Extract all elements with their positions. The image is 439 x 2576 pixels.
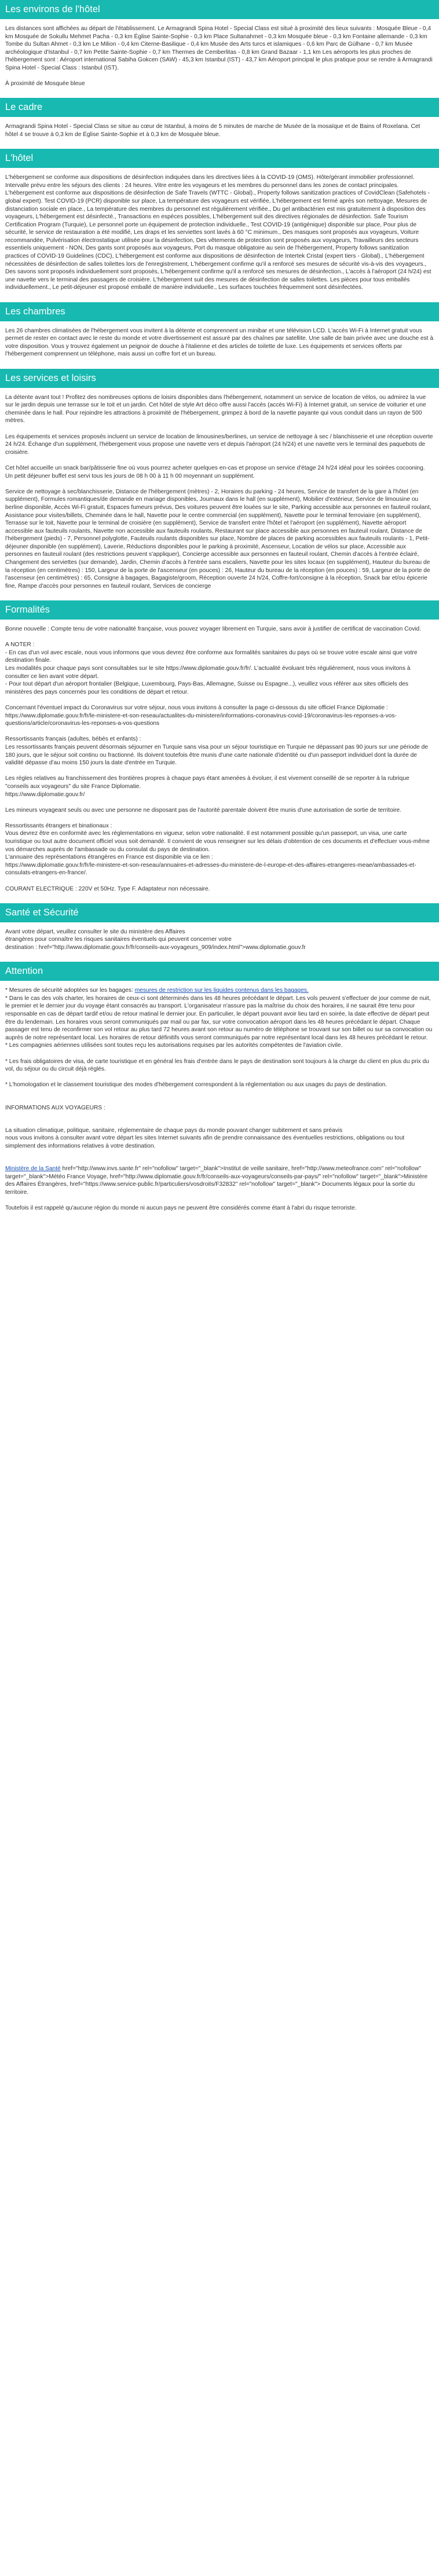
section-title: Formalités — [0, 600, 439, 620]
section-body — [0, 174, 439, 292]
surroundings-note: À proximité de Mosquée bleue — [5, 80, 85, 87]
section-formalities — [0, 600, 439, 903]
traveler-info-text: La situation climatique, politique, sanitaire, réglementaire de chaque pays du monde pouvant changer subitement et sans préavis nous vous invitons à consulter avant votre départ les sites Internet suivants afin de prendre connaissance des éventuelles restrictions, obligations ou tout simplement des informations relatives à votre destination. — [5, 1127, 405, 1149]
formalities-text: Ressortissants étrangers et binationaux : Vous devrez être en conformité avec les réglementations en vigueur, selon votre nationalité. Il est notamment possible qu'un passeport, un visa, une carte touristique ou tout autre document officiel vous soit demandé. Il convient de vous renseigner sur les délais d'obtention de ces documents et d'effectuer vous-même vos démarches auprès de l'ambassade ou du consulat du pays de destination. L'annuaire des représentations étrangères en France est disponible via ce lien : https://www.diplomatie.gouv.fr/fr/le-ministere-et-son-reseau/annuaires-et-adresses-du-ministere-de-l-europe-et-des-affaires-etrangeres-meae/ambassades-et-consulats-etrangers-en-france/. — [5, 822, 430, 877]
formalities-text: Bonne nouvelle : Compte tenu de votre nationalité française, vous pouvez voyager librement en Turquie, sans avoir à justifier de certificat de vaccination Covid. — [5, 626, 422, 633]
hotel-text: L'hébergement se conforme aux dispositions de désinfection indiquées dans les directives liées à la COVID-19 (OMS). Hôte/gérant immobilier professionnel. Intervalle prévu entre les séjours des clients : 24 heures. Vitre entre les voyageurs et les membres du personnel dans les zones de contact principales. L'hébergement est conforme aux dispositions de désinfection de Safe Travels (WTTC - Global)., Property follows sanitization practices of CovidClean (Safehotels - global expert). Test COVID-19 (PCR) disponible sur place, La température des voyageurs est vérifiée, L'hébergement est fermé après son nettoyage, Mesures de distanciation sociale en place., La température des membres du personnel est régulièrement vérifiée., Du gel antibactérien est mis gratuitement à disposition des voyageurs, L'hébergement est désinfecté., Transactions en espèces possibles, L'hébergement suit des directives régionales de désinfection. Safe Tourism Certification Program (Turquie), Le personnel porte un équipement de protection individuelle., Test COVID-19 (antigénique) disponible sur place, Pour plus de sécurité, le service de restauration a été modifié, Les draps et les serviettes sont lavés à 60 °C minimum., Des masques sont proposés aux voyageurs, Voiture recommandée, Pulvérisation électrostatique utilisée pour la désinfection, Des vêtements de protection sont proposés aux voyageurs, Travailleurs des secteurs essentiels uniquement - NON, Des gants sont proposés aux voyageurs, Port du masque obligatoire au sein de l'hébergement, Property follows sanitization practices of COVID-19 Guidelines (CDC), L'hébergement est conforme aux dispositions de désinfection de Intertek Cristal (expert tiers - Global)., L'hébergement nécessitées de désinfection de salles toilettes lors de l'enregistrement, L'hébergement confirme qu'il a renforcé ses mesures de sécurité vis-à-vis des voyageurs., Des savons sont proposés individuellement sont proposés, L'hébergement confirme qu'il a renforcé ses mesures de désinfection., L'accès à l'aéroport (24 h/24) est une navette vers le terminal des passagers de croisière. L'hébergement suit des mesures de désinfection de salles toilettes. Les pièces pour tous emballés individuellement., Le petit-déjeuner est proposé emballé de manière individuelle., Les surfaces touchées fréquemment sont désinfectées. — [5, 174, 433, 291]
formalities-text: A NOTER : - En cas d'un vol avec escale, nous vous informons que vous devrez être conforme aux formalités sanitaires du pays où se trouve votre escale ainsi que votre destination finale. Les modalités pour chaque pays sont consultables sur le site https://www.diplomatie.gouv.fr/fr/. L'actualité évoluant très régulièrement, nous vous invitons à consulter ce lien avant votre départ. - Pour tout départ d'un aéroport frontalier (Belgique, Luxembourg, Pays-Bas, Allemagne, Suisse ou Espagne...), veuillez vous référer aux sites officiels des ministères des pays concernés pour les conditions de départ et retour. — [5, 642, 418, 695]
health-ministry-link[interactable]: Ministère de la Santé — [5, 1166, 61, 1172]
attention-classification-text: * L'homologation et le classement touristique des modes d'hébergement correspondent à la réglementation ou aux usages du pays de destination. — [5, 1082, 387, 1089]
section-body — [0, 25, 439, 88]
attention-baggage-prefix: * Mesures de sécurité adoptées sur les bagages: — [5, 987, 135, 994]
section-title: Les services et loisirs — [0, 369, 439, 388]
section-attention — [0, 962, 439, 1222]
attention-flights-text: * Dans le cas des vols charter, les horaires de ceux-ci sont déterminés dans les 48 heures précédant le départ. Les vols peuvent s'effectuer de jour comme de nuit, le premier et le dernier jour du voyage étant consacrés au transport. L'organisateur n'assure pas la maîtrise du choix des horaires, il ne saurait être tenu pour responsable en cas de départ tardif et/ou de retour matinal le dernier jour. En particulier, le départ pouvant avoir lieu tard en soirée, la date effective de départ peut être du lendemain. Les horaires vous seront communiqués par mail ou par fax, sur votre convocation aéroport dans les 48 heures précédant le départ. Chaque passager est tenu de reconfirmer son vol retour au plus tard 72 heures avant son retour au numéro de téléphone se trouvant sur son billet ou sur sa convocation ou auprès de notre représentant local. Les horaires de retour définitifs vous seront communiqués par notre représentant local dans les 48 heures précédant le retour. * Les compagnies aériennes utilisées sont toutes reçu les autorisations requises par les autorités compétentes de l'aviation civile. — [5, 995, 433, 1049]
section-title: Les chambres — [0, 302, 439, 321]
section-title: L'hôtel — [0, 149, 439, 168]
section-hotel — [0, 149, 439, 302]
traveler-info-heading: INFORMATIONS AUX VOYAGEURS : — [5, 1104, 105, 1111]
services-text-dining: Cet hôtel accueille un snack bar/pâtisserie fine où vous pourrez acheter quelques en-cas et propose un service d'étage 24 h/24 idéal pour les soirées cocooning. Un petit déjeuner buffet est servi tous les jours de 08 h 00 à 11 h 00 moyennant un supplément. — [5, 464, 427, 479]
terrorism-warning-text: Toutefois il est rappelé qu'aucune région du monde ni aucun pays ne peuvent être considérés comme étant à l'abri du risque terroriste. — [5, 1205, 357, 1212]
traveler-links-rest: href="http://www.invs.sante.fr" rel="nofollow" target="_blank">Institut de veille sanitaire, href="http://www.meteofrance.com" rel="nofollow" target="_blank">Météo France Voyage, href="http://www.diplomatie.gouv.fr/fr/conseils-aux-voyageurs/conseils-par-pays/" rel="nofollow" target="_blank">Ministère des Affaires Étrangères, href="https://www.service-public.fr/particuliers/vosdroits/F32832" rel="nofollow" target="_blank"> Documents légaux pour la sortie du territoire. — [5, 1166, 430, 1196]
section-title: Santé et Sécurité — [0, 903, 439, 922]
section-body — [0, 625, 439, 893]
section-services — [0, 369, 439, 600]
surroundings-text: Les distances sont affichées au départ de l'établissement. Le Armagrandi Spina Hotel - Special Class est situé à proximité des lieux suivants : Mosquée Bleue - 0,4 km Mosquée de Sokullu Mehmet Pacha - 0,3 km Église Sainte-Sophie - 0,3 km Place Sultanahmet - 0,3 km Mosquée bleue - 0,3 km Fontaine allemande - 0,3 km Tombe du Sultan Ahmet - 0,3 km Le Milion - 0,4 km Citerne-Basilique - 0,4 km Musée des Arts turcs et islamiques - 0,6 km Parc de Gülhane - 0,7 km Musée archéologique d'Istanbul - 0,7 km Petite Sainte-Sophie - 0,7 km Thermes de Cemberlitas - 0,8 km Grand Bazaar - 1,1 km Les aéroports les plus proches de l'hébergement sont : Aéroport international Sabiha Gokcen (SAW) - 45,3 km Istanbul (IST) - 43,7 km Aéroport principal le plus pratique pour se rendre à Armagrandi Spina Hotel - Special Class : Istanbul (IST). — [5, 25, 434, 71]
section-health-safety — [0, 903, 439, 962]
section-rooms — [0, 302, 439, 369]
formalities-text: Les mineurs voyageant seuls ou avec une personne ne disposant pas de l'autorité parentale doivent être munis d'une autorisation de sortie de territoire. — [5, 807, 402, 814]
traveler-links-text — [5, 1165, 434, 1196]
section-setting — [0, 98, 439, 149]
section-title: Le cadre — [0, 98, 439, 117]
services-text-facilities: Les équipements et services proposés incluent un service de location de limousines/berlines, un service de nettoyage à sec / blanchisserie et une réception ouverte 24 h/24. Échange d'un supplément, l'hébergement vous propose une navette vers et depuis l'aéroport (24 h/24) et une navette vers le terminal des paquebots de croisière. — [5, 433, 435, 456]
section-title: Attention — [0, 962, 439, 981]
section-body — [0, 928, 439, 952]
services-text-list: Service de nettoyage à sec/blanchisserie, Distance de l'hébergement (mètres) - 2, Horaires du parking - 24 heures, Service de transfert de la gare à l'hôtel (en supplément), Formules romantiques/de demande en mariage disponibles, Journaux dans le hall (en supplément), Mobilier d'extérieur, Service de limousine ou berline disponible, Accès Wi-Fi gratuit, Espaces fumeurs prévus, Des voitures peuvent être louées sur le site, Parking accessible aux personnes en fauteuil roulant, Assistance pour visites/billets, Cheminée dans le hall, Navette pour le centre commercial (en supplément), Navette pour le terminal ferroviaire (en supplément), Terrasse sur le toit, Navette pour le terminal de croisière (en supplément), Service de transfert entre l'hôtel et l'aéroport (en supplément), Navette aéroport accessible aux fauteuils roulants, Navette non accessible aux fauteuils roulants, Restaurant sur place accessible aux personnes en fauteuil roulant, Distance de l'hébergement (pieds) - 7, Personnel polyglotte, Fauteuils roulants disponibles sur place, Nombre de places de parking accessibles aux fauteuils roulants - 1, Petit-déjeuner disponible (en supplément), Laverie, Réductions disponibles pour le parking à proximité, Ascenseur, Location de vélos sur place, Accessible aux personnes en fauteuil roulant (des restrictions peuvent s'appliquer), Concierge accessible aux personnes en fauteuil roulant, Chemin d'accès à l'entrée éclairé, Changement des serviettes (sur demande), Jardin, Chemin d'accès à l'entrée sans escaliers, Navette pour les sites locaux (en supplément), Hauteur du bureau de la réception (en centimètres) : 150, Largeur de la porte de l'ascenseur (en pouces) : 26, Hauteur du bureau de la réception (en pouces) : 59, Largeur de la porte de l'ascenseur (en centimètres) : 65, Consigne à bagages, Bagagiste/groom, Réception ouverte 24 h/24, Coffre-fort/consigne à la réception, Snack bar et/ou épicerie fine, Rampe d'accès pour personnes en fauteuil roulant, Services de concierge — [5, 488, 433, 589]
formalities-text: Ressortissants français (adultes, bébés et enfants) : Les ressortissants français peuvent désormais séjourner en Turquie sans visa pour un séjour touristique en Turquie ne dépassant pas 90 jours sur une période de 180 jours, que le séjour soit continu ou fractionné. Ils doivent toutefois être munis d'une carte nationale d'identité ou d'un passeport individuel dont la durée de validité dépasse d'au moins 150 jours la date d'entrée en Turquie. — [5, 736, 428, 767]
section-body — [0, 327, 439, 358]
health-safety-text: Avant votre départ, veuillez consulter le site du ministère des Affaires étrangères pour connaître les risques sanitaires éventuels qui peuvent concerner votre destination : href="http://www.diplomatie.gouv.fr/fr/conseils-aux-voyageurs_909/index.html">www.diplomatie.gouv.fr — [5, 928, 306, 951]
section-body — [0, 987, 439, 1212]
section-body — [0, 123, 439, 138]
formalities-text: Concernant l'éventuel impact du Coronavirus sur votre séjour, nous vous invitons à consulter la page ci-dessous du site officiel France Diplomatie : https://www.diplomatie.gouv.fr/fr/le-ministere-et-son-reseau/actualites-du-ministere/informations-coronavirus-covid-19/coronavirus-les-reponses-a-vos-questions/article/coronavirus-les-reponses-a-vos-questions — [5, 704, 397, 727]
attention-visa-text: * Les frais obligatoires de visa, de carte touristique et en général les frais d'entrée dans le pays de destination sont toujours à la charge du client en plus du prix du vol, du séjour ou du circuit déjà réglés. — [5, 1058, 431, 1073]
formalities-text: Les règles relatives au franchissement des frontières propres à chaque pays étant amenées à évoluer, il est vivement conseillé de se reporter à la rubrique "conseils aux voyageurs" du site France Diplomatie. https://www.diplomatie.gouv.fr/ — [5, 775, 409, 798]
section-surroundings — [0, 0, 439, 98]
section-body — [0, 394, 439, 591]
rooms-text: Les 26 chambres climatisées de l'hébergement vous invitent à la détente et comprennent un minibar et une télévision LCD. L'accès Wi-Fi à Internet gratuit vous permet de rester en contact avec le reste du monde et votre divertissement est assuré par des chaînes par satellite. Une salle de bain privée avec une douche est à votre disposition. Vous y trouvez également un peignoir de douche à l'italienne et des articles de toilette de luxe. Les équipements et services offerts par l'hébergement comprennent un téléphone, mais aussi un coffre fort et un bureau. — [5, 327, 435, 358]
liquids-restriction-link[interactable]: mesures de restriction sur les liquides contenus dans les bagages. — [134, 987, 309, 994]
section-title: Les environs de l'hôtel — [0, 0, 439, 19]
attention-baggage-text — [5, 987, 434, 1050]
services-text-leisure: La détente avant tout ! Profitez des nombreuses options de loisirs disponibles dans l'hébergement, notamment un service de location de vélos, ou admirez la vue sur le jardin depuis une terrasse sur le toit et un jardin. Cet hôtel de style Art déco offre aussi l'accès (accès Wi-Fi) à Internet gratuit, un service de voiturier et une cheminée dans le hall. Pour rejoindre les attractions à proximité de l'hébergement, grimpez à bord de la navette payante qui vous conduit dans un rayon de 500 mètres. — [5, 394, 428, 424]
hotel-details-page — [0, 0, 439, 1222]
electric-current-text: COURANT ELECTRIQUE : 220V et 50Hz. Type F. Adaptateur non nécessaire. — [5, 885, 210, 892]
setting-text: Armagrandi Spina Hotel - Special Class se situe au cœur de Istanbul, à moins de 5 minutes de marche de Musée de la mosaïque et de Bains of Roxelana. Cet hôtel 4 se trouve à 0,3 km de Église Sainte-Sophie et à 0,3 km de Mosquée bleue. — [5, 123, 422, 138]
